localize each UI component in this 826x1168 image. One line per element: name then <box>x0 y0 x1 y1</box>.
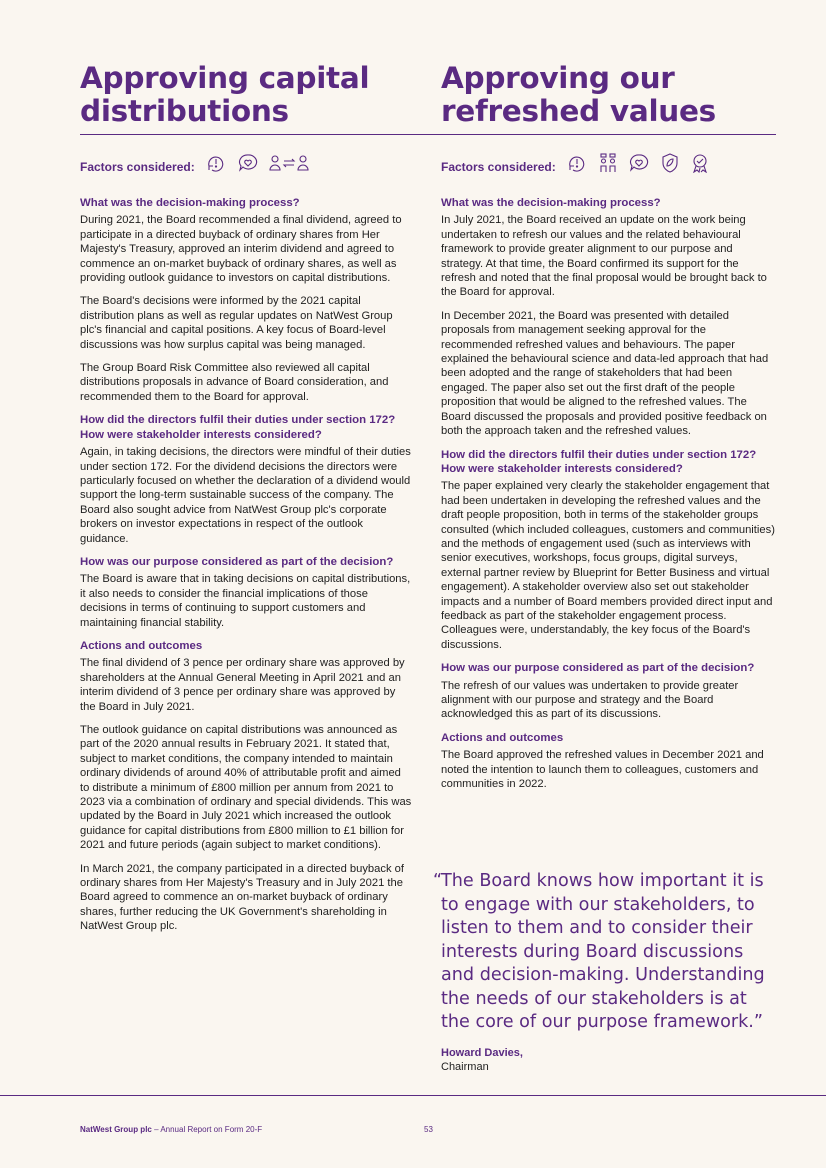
quote-open-mark: “ <box>433 871 443 891</box>
section-heading: How was our purpose considered as part of the decision? <box>441 662 755 675</box>
header-rule <box>80 134 776 135</box>
risk-alert-icon <box>205 154 227 172</box>
body-paragraph: Again, in taking decisions, the directors were mindful of their duties under section 172. For the dividend decisions the directors were particularly focused on whether the declaration of a dividend would support the long-term sustainable success of the company. The Board also sought advice from NatWest Group plc's corporate brokers on investor expectations in respect of the outlook guidance. <box>80 446 411 545</box>
body-paragraph: In March 2021, the company participated in a directed buyback of ordinary shares from Her Majesty's Treasury and in July 2021 the Board agreed to commence an on-market buyback of ordinary shares, further reducing the UK Government's shareholding in NatWest Group plc. <box>80 862 405 933</box>
body-paragraph: The Group Board Risk Committee also reviewed all capital distributions proposals in advance of Board consideration, and recommended them to the Board for approval. <box>80 362 389 403</box>
left-body <box>80 196 412 943</box>
stakeholder-exchange-icon <box>269 154 309 172</box>
body-paragraph: In December 2021, the Board was presented with detailed proposals from management seeking approval for the recommended refreshed values and behaviours. The paper explained the behavioural science and data-led approach that had been adopted and the range of stakeholders that had been engaged. The paper also set out the first draft of the people proposition that would be aligned to the refreshed values. The Board discussed the proposals and provided positive feedback on both the approach taken and the refreshed values. <box>441 309 769 438</box>
body-paragraph: The Board approved the refreshed values in December 2021 and noted the intention to launch them to colleagues, customers and communities in 2022. <box>441 749 764 791</box>
quote-attribution <box>441 1046 523 1074</box>
left-factors <box>80 152 309 174</box>
right-factor-icons <box>566 153 710 173</box>
section-heading: How did the directors fulfil their duties under section 172? How were stakeholder interests considered? <box>441 448 757 475</box>
body-paragraph: The Board's decisions were informed by the 2021 capital distribution plans as well as regular updates on NatWest Group plc's financial and capital positions. A key focus of Board-level discussions was how surplus capital was being managed. <box>80 295 393 351</box>
risk-alert-icon <box>566 154 588 172</box>
body-paragraph: The final dividend of 3 pence per ordinary share was approved by shareholders at the Annual General Meeting in April 2021 and an interim dividend of 3 pence per ordinary share was approved by the Board in July 2021. <box>80 657 405 713</box>
left-factor-icons <box>205 153 309 173</box>
footer-suffix: – Annual Report on Form 20-F <box>151 1125 263 1134</box>
customer-heart-icon <box>237 153 259 173</box>
quote-text: The Board knows how important it is to engage with our stakeholders, to listen to them and to consider their interests during Board discussions and decision-making. Understanding the needs of our stakeholders is at the core of our purpose framework.” <box>441 871 765 1032</box>
page-number: 53 <box>424 1125 433 1134</box>
chairman-quote <box>433 870 778 1035</box>
body-paragraph: During 2021, the Board recommended a final dividend, agreed to participate in a directed buyback of ordinary shares from Her Majesty's Treasury, approved an interim dividend and agreed to commence an on-market buyback of ordinary shares, as well as providing outlook guidance to investors on capital distributions. <box>80 214 402 285</box>
body-paragraph: The refresh of our values was undertaken to provide greater alignment with our purpose and strategy and the Board acknowledged this as part of its discussions. <box>441 679 739 721</box>
body-paragraph: The paper explained very clearly the stakeholder engagement that had been undertaken in developing the refreshed values and the draft people proposition, both in terms of the stakeholder groups consulted (which included colleagues, customers and communities) and the methods of engagement used (such as interviews with senior executives, workshops, focus groups, digital surveys, external partner review by Blueprint for Better Business and virtual engagement). A stakeholder overview also set out stakeholder impacts and a number of Board members provided direct input and feedback as part of the stakeholder engagement process. Colleagues were, understandably, the key focus of the Board's discussions. <box>441 480 775 651</box>
colleagues-icon <box>598 153 618 173</box>
section-heading: How did the directors fulfil their duties under section 172? How were stakeholder interests considered? <box>80 414 396 441</box>
quote-author: Howard Davies, <box>441 1047 523 1059</box>
factors-label: Factors considered: <box>441 160 556 174</box>
footer-brand: NatWest Group plc <box>80 1125 152 1134</box>
left-title: Approving capital distributions <box>80 61 370 128</box>
quality-badge-icon <box>690 153 710 173</box>
body-paragraph: The Board is aware that in taking decisions on capital distributions, it also needs to consider the financial implications of those decisions in terms of continuing to support customers and maintaining financial stability. <box>80 573 411 629</box>
section-heading: Actions and outcomes <box>441 731 564 744</box>
customer-heart-icon <box>628 153 650 173</box>
section-heading: Actions and outcomes <box>80 639 203 652</box>
right-title: Approving our refreshed values <box>441 61 716 128</box>
community-shield-icon <box>660 153 680 173</box>
quote-role: Chairman <box>441 1061 489 1073</box>
section-heading: How was our purpose considered as part of the decision? <box>80 555 394 568</box>
footer-rule <box>0 1095 826 1096</box>
section-heading: What was the decision-making process? <box>441 197 661 209</box>
body-paragraph: The outlook guidance on capital distributions was announced as part of the 2020 annual results in February 2021. It stated that, subject to market conditions, the company intended to maintain ordinary dividends of around 40% of attributable profit and aimed to distribute a minimum of £800 million per annum from 2021 to 2023 via a combination of ordinary and special dividends. This was updated by the Board in July 2021 which increased the outlook guidance for capital distributions from £800 million to £1 billion for 2021 and future periods (again subject to market conditions). <box>80 724 412 852</box>
right-factors <box>441 152 710 174</box>
factors-label: Factors considered: <box>80 160 195 174</box>
right-body <box>441 196 775 800</box>
body-paragraph: In July 2021, the Board received an update on the work being undertaken to refresh our values and the related behavioural framework to provide greater alignment to our purpose and strategy. At that time, the Board confirmed its support for the refresh and noted that the final proposal would be brought back to the Board for approval. <box>441 214 767 299</box>
footer <box>80 1125 262 1134</box>
section-heading: What was the decision-making process? <box>80 197 300 209</box>
